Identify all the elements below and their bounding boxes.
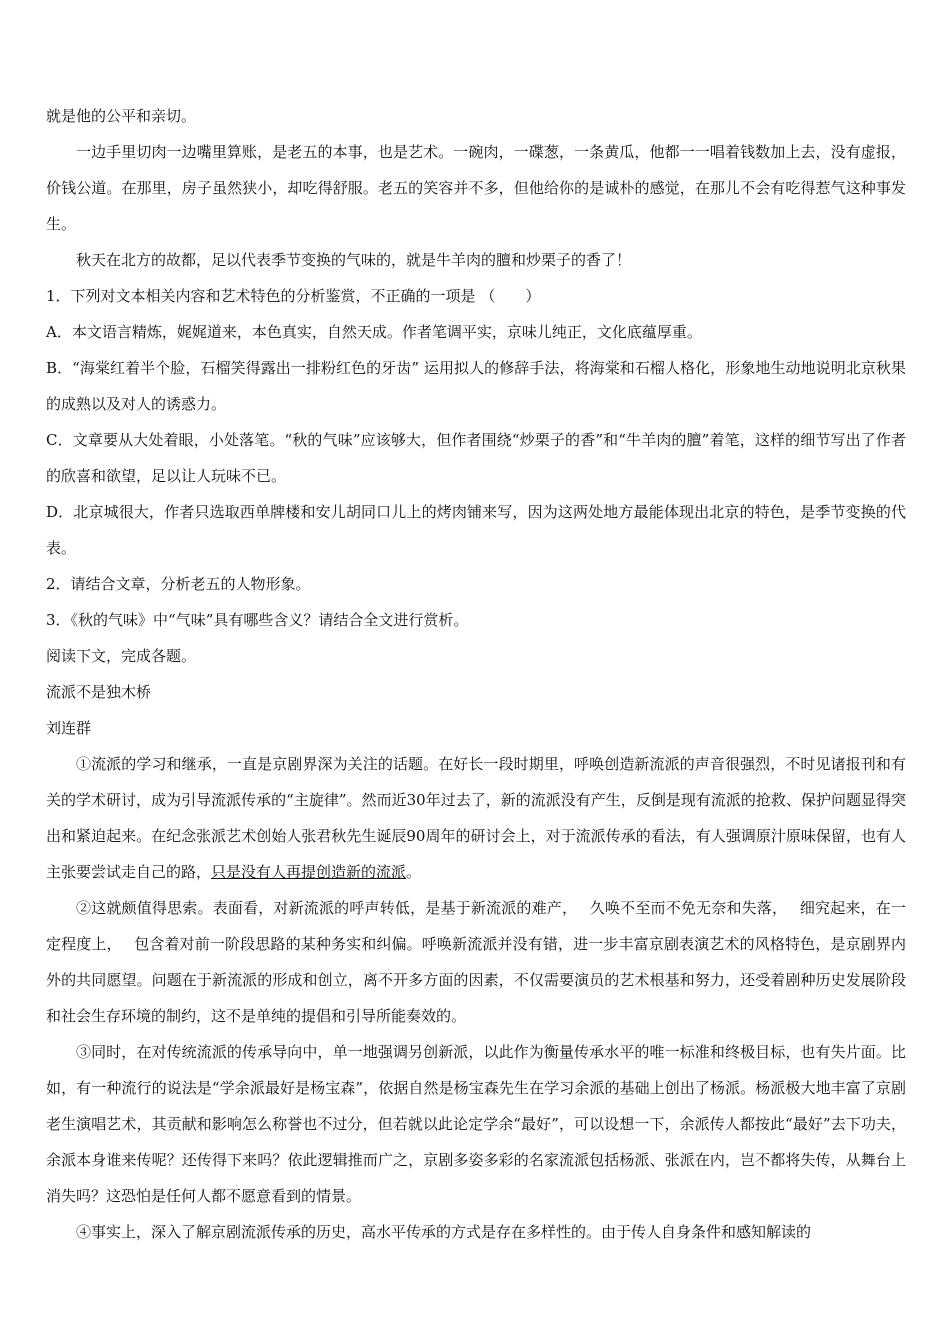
passage1-line0: 就是他的公平和亲切。 — [46, 107, 197, 125]
document-page — [46, 98, 906, 1250]
option-a: A．本文语言精炼，娓娓道来，本色真实，自然天成。作者笔调平实，京味儿纯正，文化底蕴厚重。 — [46, 323, 702, 341]
question-2: 2．请结合文章，分析老五的人物形象。 — [46, 575, 311, 593]
article-paragraph-2: ②这就颇值得思索。表面看，对新流派的呼声转低，是基于新流派的难产， 久唤不至而不免无奈和失落， 细究起来，在一定程度上， 包含着对前一阶段思路的某种务实和纠偏。呼唤新流派并没有错，进一步丰富京剧表演艺术的风格特色，是京剧界内外的共同愿望。问题在于新流派的形成和创立，离不开多方面的因素，不仅需要演员的艺术根基和努力，还受着剧种历史发展阶段和社会生存环境的制约，这不是单纯的提倡和引导所能奏效的。 — [46, 899, 906, 1025]
option-b: B．“海棠红着半个脸，石榴笑得露出一排粉红色的牙齿” 运用拟人的修辞手法，将海棠和石榴人格化，形象地生动地说明北京秋果的成熟以及对人的诱惑力。 — [46, 359, 906, 413]
option-c: C．文章要从大处着眼，小处落笔。“秋的气味”应该够大，但作者围绕“炒栗子的香”和“牛羊肉的膻”着笔，这样的细节写出了作者的欣喜和欲望，足以让人玩味不已。 — [46, 431, 906, 485]
reading-instruction: 阅读下文，完成各题。 — [46, 647, 197, 665]
paragraph-1-text: ①流派的学习和继承，一直是京剧界深为关注的话题。在好长一段时期里，呼唤创造新流派的声音很强烈，不时见诸报刊和有关的学术研讨，成为引导流派传承的“主旋律”。然而近30年过去了，新的流派没有产生，反倒是现有流派的抢救、保护问题显得突出和紧迫起来。在纪念张派艺术创始人张君秋先生诞辰90周年的研讨会上，对于流派传承的看法，有人强调原汁原味保留，也有人主张要尝试走自己的路， — [46, 755, 906, 881]
article-author: 刘连群 — [46, 719, 92, 737]
passage1-paragraph-2: 秋天在北方的故都，足以代表季节变换的气味的，就是牛羊肉的膻和炒栗子的香了！ — [76, 251, 632, 269]
article-title: 流派不是独木桥 — [46, 683, 152, 701]
underlined-sentence: 只是没有人再提创造新的流派 — [211, 863, 407, 881]
question-3: 3．《秋的气味》中“气味”具有哪些含义？请结合全文进行赏析。 — [46, 611, 469, 629]
article-paragraph-4: ④事实上，深入了解京剧流派传承的历史，高水平传承的方式是存在多样性的。由于传人自身条件和感知解读的 — [76, 1223, 812, 1241]
article-paragraph-1 — [46, 746, 906, 890]
question-1: 1．下列对文本相关内容和艺术特色的分析鉴赏，不正确的一项是 （ ） — [46, 287, 541, 305]
paragraph-1-end: 。 — [406, 863, 422, 881]
passage1-paragraph-1: 一边手里切肉一边嘴里算账，是老五的本事，也是艺术。一碗肉，一碟葱，一条黄瓜，他都一一唱着钱数加上去，没有虚报，价钱公道。在那里，房子虽然狭小，却吃得舒服。老五的笑容并不多，但他给你的是诚朴的感觉，在那儿不会有吃得惹气这种事发生。 — [46, 143, 906, 233]
article-paragraph-3: ③同时，在对传统流派的传承导向中，单一地强调另创新派，以此作为衡量传承水平的唯一标准和终极目标，也有失片面。比如，有一种流行的说法是“学余派最好是杨宝森”，依据自然是杨宝森先生在学习余派的基础上创出了杨派。杨派极大地丰富了京剧老生演唱艺术，其贡献和影响怎么称誉也不过分，但若就以此论定学余“最好”，可以设想一下，余派传人都按此“最好”去下功夫，余派本身谁来传呢？还传得下来吗？依此逻辑推而广之，京剧多姿多彩的名家流派包括杨派、张派在内，岂不都将失传，从舞台上消失吗？这恐怕是任何人都不愿意看到的情景。 — [46, 1043, 906, 1205]
option-d: D．北京城很大，作者只选取西单牌楼和安儿胡同口儿上的烤肉铺来写，因为这两处地方最能体现出北京的特色，是季节变换的代表。 — [46, 503, 906, 557]
